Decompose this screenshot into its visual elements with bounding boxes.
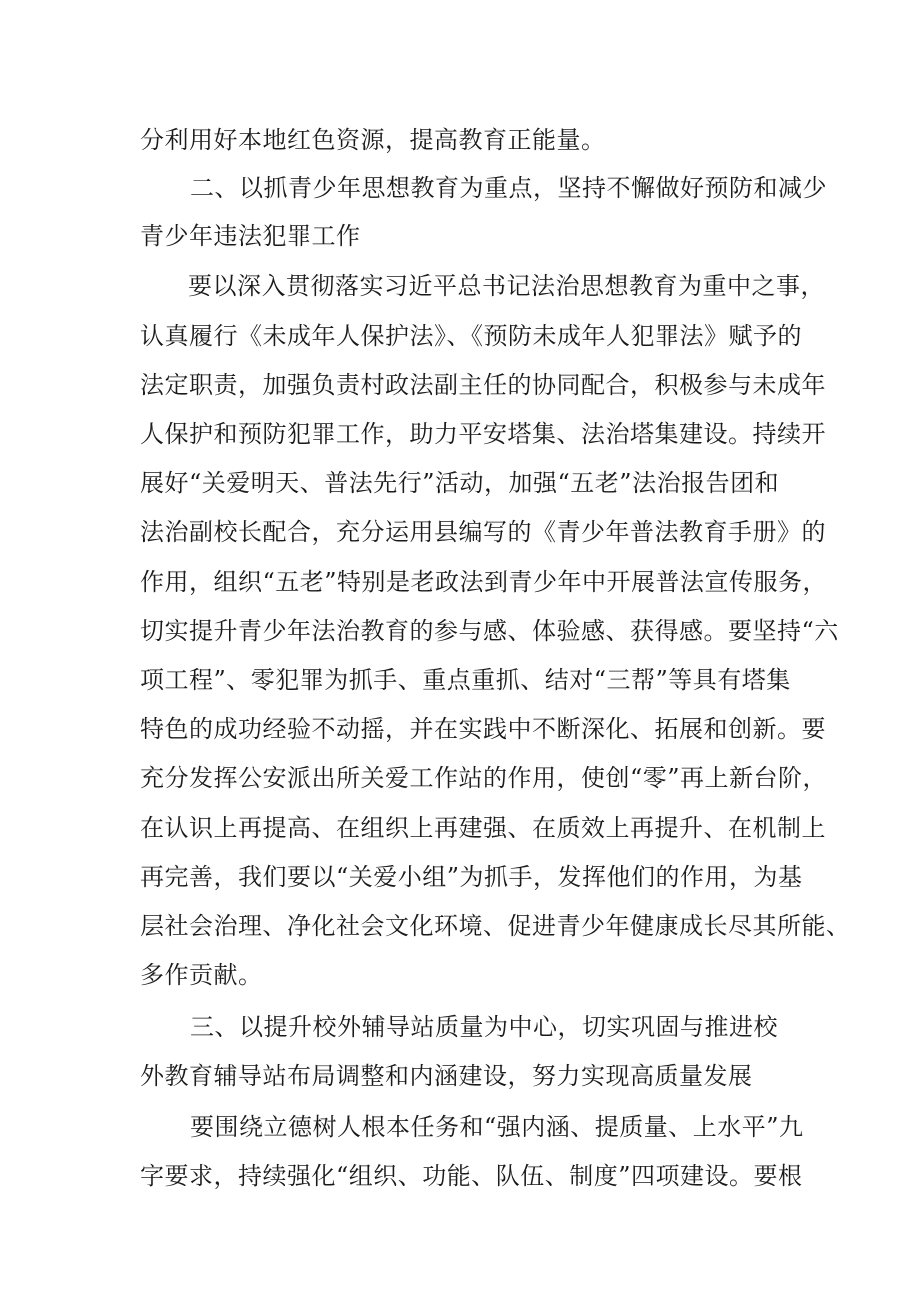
paragraph-line: 人保护和预防犯罪工作，助力平安塔集、法治塔集建设。持续开 bbox=[140, 420, 826, 448]
paragraph-line: 再完善，我们要以“关爱小组”为抓手，发挥他们的作用，为基 bbox=[140, 863, 803, 891]
paragraph-line: 特色的成功经验不动摇，并在实践中不断深化、拓展和创新。要 bbox=[140, 715, 826, 743]
paragraph-line: 分利用好本地红色资源，提高教育正能量。 bbox=[140, 126, 606, 154]
section-heading-line: 三、以提升校外辅导站质量为中心，切实巩固与推进校 bbox=[190, 1013, 778, 1041]
section-heading-line: 青少年违法犯罪工作 bbox=[140, 222, 361, 250]
paragraph-line: 充分发挥公安派出所关爱工作站的作用，使创“零”再上新台阶， bbox=[140, 764, 828, 792]
paragraph-line: 认真履行《未成年人保护法》、《预防未成年人犯罪法》赋予的 bbox=[140, 322, 802, 350]
paragraph-line: 要以深入贯彻落实习近平总书记法治思想教育为重中之事， bbox=[188, 272, 825, 300]
paragraph-line: 多作贡献。 bbox=[140, 961, 263, 989]
section-heading-line: 二、以抓青少年思想教育为重点，坚持不懈做好预防和减少 bbox=[190, 174, 827, 202]
paragraph-line: 切实提升青少年法治教育的参与感、体验感、获得感。要坚持“六 bbox=[140, 617, 839, 645]
paragraph-line: 法治副校长配合，充分运用县编写的《青少年普法教育手册》的 bbox=[140, 518, 826, 546]
paragraph-line: 作用，组织“五老”特别是老政法到青少年中开展普法宣传服务， bbox=[140, 568, 828, 596]
paragraph-line: 在认识上再提高、在组织上再建强、在质效上再提升、在机制上 bbox=[140, 814, 826, 842]
paragraph-line: 展好“关爱明天、普法先行”活动，加强“五老”法治报告团和 bbox=[140, 469, 780, 497]
paragraph-line: 法定职责，加强负责村政法副主任的协同配合，积极参与未成年 bbox=[140, 371, 826, 399]
paragraph-line: 项工程”、零犯罪为抓手、重点重抓、结对“三帮”等具有塔集 bbox=[140, 666, 791, 694]
section-heading-line: 外教育辅导站布局调整和内涵建设，努力实现高质量发展 bbox=[140, 1062, 753, 1090]
paragraph-line: 字要求，持续强化“组织、功能、队伍、制度”四项建设。要根 bbox=[140, 1162, 803, 1190]
paragraph-line: 要围绕立德树人根本任务和“强内涵、提质量、上水平”九 bbox=[190, 1113, 804, 1141]
paragraph-line: 层社会治理、净化社会文化环境、促进青少年健康成长尽其所能、 bbox=[140, 912, 851, 940]
